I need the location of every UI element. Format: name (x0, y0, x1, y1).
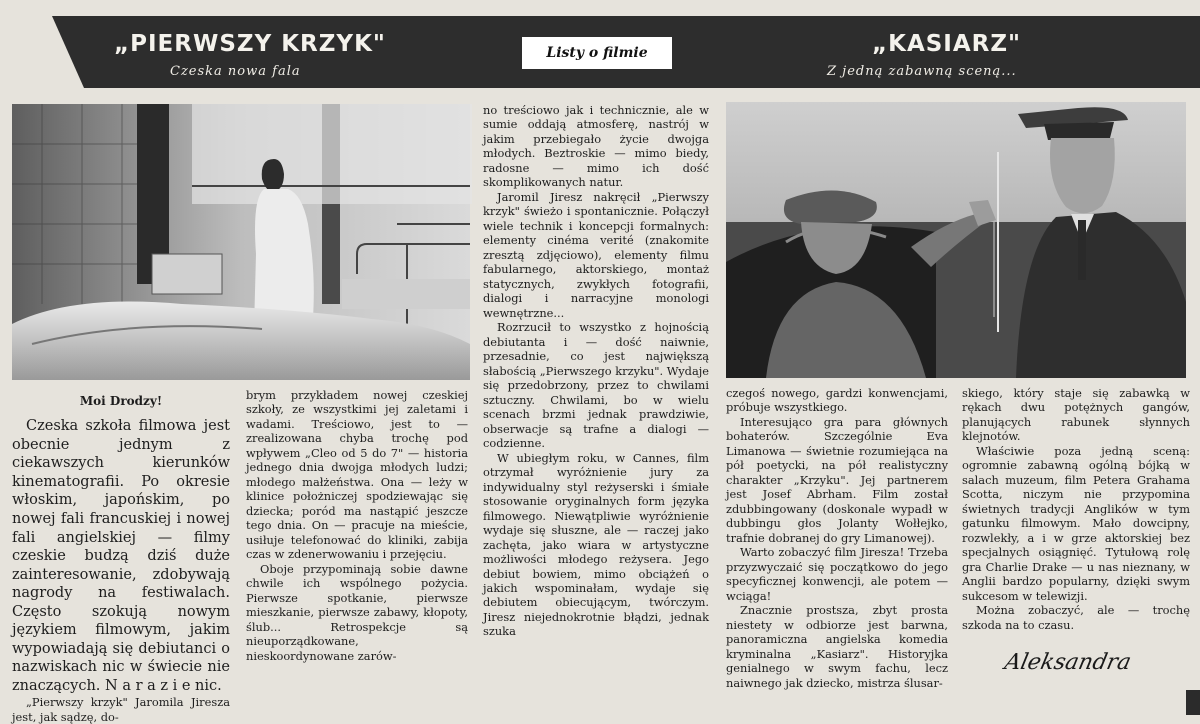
paragraph: brym przykładem nowej czeskiej szkoły, ze wszystkimi jej zaletami i wadami. Treściowo, jest to — zrealizowana chyba trochę pod wpływem „Cleo od 5 do 7" — historia jednego dnia dwojga młodych ludzi; młodego małżeństwa. Ona — leży w klinice położniczej spodziewając się dziecka; poród ma nastąpić jeszcze tego dnia. On — pracuje na mieście, usiłuje telefonować do kliniki, zabija czas w zdenerwowaniu i przejęciu. (246, 388, 468, 562)
paragraph: Oboje przypominają sobie dawne chwile ich wspólnego pożycia. Pierwsze spotkanie, pierwsze mieszkanie, pierwsze zabawy, kłopoty, ślub... Retrospekcje są nieuporządkowane, nieskoordynowane zarów- (246, 561, 468, 663)
series-label: Listy o filmie (522, 37, 672, 69)
paragraph: czegoś nowego, gardzi konwencjami, próbuje wszystkiego. (726, 386, 948, 415)
lead-paragraph: Czeska szkoła filmowa jest obecnie jednym z ciekawszych kierunków kinematografii. Po okresie włoskim, japońskim, po nowej fali francuskiej i nowej fali angielskiej — filmy czeskie budzą dziś duże zainteresowanie, zdobywają nagrody na festiwalach. Często szokują nowym językiem filmowym, jakim wypowiadają się debiutanci o nazwiskach nic w świecie nie znaczących. N a r a z i e nic. (12, 418, 230, 694)
hospital-ward-photo (12, 104, 470, 380)
author-signature: Aleksandra (1002, 650, 1134, 675)
column-4 (726, 386, 948, 714)
salutation-heading: Moi Drodzy! (79, 394, 163, 408)
paragraph: skiego, który staje się zabawką w rękach dwu potężnych gangów, planujących rabunek słynnych klejnotów. (962, 386, 1190, 444)
paragraph: W ubiegłym roku, w Cannes, film otrzymał wyróżnienie jury za indywidualny styl reżyserski i śmiałe stosowanie oryginalnych form języka filmowego. Niewątpliwie wyróżnienie wydaje się słuszne, ale — raczej jako zachęta, jako wiara w artystyczne możliwości młodego reżysera. Jego debiut bowiem, mimo obciążeń o jakich wspominałam, wydaje się debiutem obiecującym, twórczym. Jiresz niejednokrotnie błądzi, jednak szuka (483, 450, 709, 639)
paragraph: „Pierwszy krzyk" Jaromila Jiresza jest, jak sądzę, do- (12, 695, 230, 724)
paragraph: Warto zobaczyć film Jiresza! Trzeba przyzwyczaić się początkowo do jego specyficznej konwencji, ale potem — wciąga! (726, 545, 948, 603)
column-3 (483, 103, 709, 714)
paragraph: Rozrzucił to wszystko z hojnością debiutanta i — dość naiwnie, przesadnie, co jest największą słabością „Pierwszego krzyku". Wydaje się przedobrzony, przez to chwilami sztuczny. Chwilami, bo w wielu scenach brzmi jednak prawdziwie, obserwacje są trafne a dialogi — codzienne. (483, 320, 710, 451)
column-1 (12, 394, 230, 724)
page-corner-mark (1186, 690, 1200, 715)
right-article-subtitle: Z jedną zabawną sceną... (827, 64, 1017, 79)
column-5 (962, 386, 1190, 648)
paragraph: Można zobaczyć, ale — trochę szkoda na to czasu. (962, 603, 1190, 632)
paragraph: Właściwie poza jedną sceną: ogromnie zabawną ogólną bójką w salach muzeum, film Petera Grahama Scotta, niczym nie przypomina świetnych tradycji Anglików w tym gatunku filmowym. Mało dowcipny, rozwlekły, a i w grze aktorskiej bez specjalnych osiągnięć. Tytułową rolę gra Charlie Drake — u nas nieznany, w Anglii bardzo popularny, dzięki swym sukcesom w telewizji. (962, 443, 1190, 603)
paragraph: Znacznie prostsza, zbyt prosta niestety w odbiorze jest barwna, panoramiczna angielska komedia kryminalna „Kasiarz". Historyjka genialnego w swym fachu, lecz naiwnego jak dziecko, mistrza ślusar- (726, 603, 948, 690)
right-article-title: „KASIARZ" (872, 31, 1022, 57)
paragraph: Jaromil Jiresz nakręcił „Pierwszy krzyk" świeżo i spontanicznie. Połączył wiele technik i koncepcji formalnych: elementy cinéma verité (znakomite zresztą zdjęciowo), elementy filmu fabularnego, aktorskiego, montaż statycznych, zwykłych fotografii, dialogi i narracyjne monologi wewnętrzne... (483, 189, 709, 320)
column-2 (246, 388, 468, 714)
paragraph: no treściowo jak i technicznie, ale w sumie oddają atmosferę, nastrój w jakim przebiegało życie dwojga młodych. Beztroskie — mimo biedy, radosne — mimo ich dość skomplikowanych natur. (483, 103, 709, 190)
paragraph: Interesująco gra para głównych bohaterów. Szczególnie Eva Limanowa — świetnie rozumiejąca na pół poetycki, na pół realistyczny charakter „Krzyku". Jej partnerem jest Josef Abrham. Film został zdubbingowany (doskonale wypadł w dubbingu głos Jolanty Wołłejko, trafnie dobranej do gry Limanowej). (726, 414, 948, 545)
kasiarz-film-still-photo (726, 102, 1186, 378)
left-article-title: „PIERWSZY KRZYK" (114, 31, 386, 57)
left-article-subtitle: Czeska nowa fala (170, 64, 301, 79)
